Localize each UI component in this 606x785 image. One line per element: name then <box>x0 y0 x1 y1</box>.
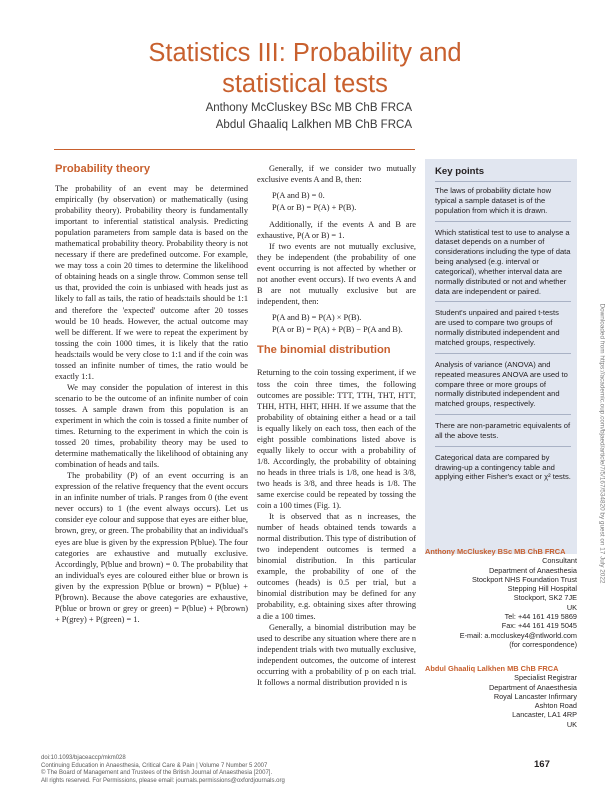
rights-notice: All rights reserved. For Permissions, please email: journals.permissions@oxfordjournals.org <box>41 778 285 785</box>
key-point: Student's unpaired and paired t-tests are used to compare two groups of normally distributed independent and matched groups, respectively. <box>435 308 571 353</box>
paragraph: It is observed that as n increases, the number of heads obtained tends towards a normal distribution. This type of distribution of two independent outcomes is termed a binomial distribution. In this particular example, the probability of one of the outcomes (heads) is 0.5 per trial, but a binomial distribution may be defined for any probability, e.g. obtaining sixes after throwing a die a 100 times. <box>257 511 416 621</box>
page-footer <box>41 755 285 785</box>
doi-link[interactable]: doi:10.1093/bjaceaccp/mkm028 <box>41 755 285 763</box>
article-title <box>40 38 570 100</box>
email-link[interactable]: E-mail: a.mccluskey4@ntlworld.com <box>425 631 577 640</box>
section-heading-binomial-distribution: The binomial distribution <box>257 344 416 357</box>
affiliation-line: Department of Anaesthesia <box>425 683 577 692</box>
column-2 <box>257 163 416 688</box>
equation-block <box>272 190 416 213</box>
affiliation-line: (for correspondence) <box>425 640 577 649</box>
paragraph: The probability of an event may be determined empirically (by observation) or mathematically (using probability theory). Probability theory is fundamentally important to inferential statistical analysis. Predicting population parameters from sample data is based on the mathematical probability theory. Probability theory is not necessary if there are predefined outcome. For example, we may toss a coin 20 times to determine the likelihood of obtaining heads on a single throw. Common sense tell us that, provided the coin is unbiased with heads just as likely to fall as tails, the ratio of heads:tails should be 1:1 and therefore the 'expected' outcome after 20 tosses would be 10 heads. However, the actual outcome may well be different. If we were to repeat the experiment by tossing the coin 1000 times, it is likely that the ratio heads:tails would be very close to 1:1 and if the coin was tossed an infinite number of times, the ratio would be exactly 1:1. <box>55 183 248 382</box>
affiliation-line: UK <box>425 603 577 612</box>
title-line-2: statistical tests <box>40 69 570 100</box>
affiliation-line: Consultant <box>425 556 577 565</box>
author-1: Anthony McCluskey BSc MB ChB FRCA <box>206 100 412 117</box>
author-affiliation-2 <box>425 664 577 729</box>
paragraph: If two events are not mutually exclusive, they be independent (the probability of one event occurring is not affected by whether or not another event occurs). If two events A and B are not mutually exclusive but are independent, then: <box>257 241 416 307</box>
affiliation-author-name: Abdul Ghaaliq Lalkhen MB ChB FRCA <box>425 664 577 673</box>
affiliation-line: Specialist Registrar <box>425 673 577 682</box>
fax-number: Fax: +44 161 419 5045 <box>425 621 577 630</box>
equation: P(A or B) = P(A) + P(B) − P(A and B). <box>272 324 416 336</box>
key-point: Which statistical test to use to analyse a dataset depends on a number of considerations including the type of data being analysed (e.g. interval or categorical), whether interval data are normally distributed or not and whether data are independent or paired. <box>435 228 571 303</box>
author-2: Abdul Ghaaliq Lalkhen MB ChB FRCA <box>206 117 412 134</box>
section-heading-probability-theory: Probability theory <box>55 163 150 176</box>
equation: P(A or B) = P(A) + P(B). <box>272 202 416 214</box>
affiliation-author-name: Anthony McCluskey BSc MB ChB FRCA <box>425 547 577 556</box>
affiliation-line: Royal Lancaster Infirmary <box>425 692 577 701</box>
paragraph: The probability (P) of an event occurring is an expression of the relative frequency that the event occurs in an infinite number of trials. P ranges from 0 (the event never occurs) to 1 (the event always occurs). Let us consider eye colour and suppose that eyes are either blue, brown, grey, or green. The probability that an individual's eyes are blue is given by the expression P(blue). The four categories are exhaustive and mutually exclusive. Accordingly, P(blue and brown) = 0. The probability that an individual's eyes are coloured either blue or brown is given by the expression P(blue or brown) = P(blue) + P(brown). Because the above categories are exhaustive, P(blue or brown or grey or green) = P(blue) + P(brown) + P(grey) + P(green) = 1. <box>55 470 248 625</box>
download-notice-text: Downloaded from https://academic.oup.com/bjaed/article/7/5/167/534820 by guest on 17 July 2022 <box>599 184 606 704</box>
header-divider <box>54 149 415 150</box>
paragraph: Returning to the coin tossing experiment, if we toss the coin three times, the following outcomes are possible: TTT, TTH, THT, HTT, THH, HTH, HHT, HHH. If we assume that the probability of obtaining either a head or a tail is equally likely on each toss, then each of the eight possible combinations listed above is equally likely to occur with a probability of 1/8. Accordingly, the probability of obtaining no heads in three trials is 1/8, one head is 3/8, two heads is 3/8, and three heads is 1/8. The same exercise could be repeated by tossing the coin a 100 times (Fig. 1). <box>257 367 416 511</box>
author-list <box>206 100 412 134</box>
key-point: The laws of probability dictate how typical a sample dataset is of the population from which it is drawn. <box>435 186 571 222</box>
journal-info: Continuing Education in Anaesthesia, Critical Care & Pain | Volume 7 Number 5 2007 <box>41 763 285 771</box>
equation: P(A and B) = P(A) × P(B). <box>272 312 416 324</box>
key-point: There are non-parametric equivalents of all the above tests. <box>435 421 571 447</box>
equation-block <box>272 312 416 335</box>
author-affiliation-1 <box>425 547 577 649</box>
page-number: 167 <box>534 759 550 770</box>
affiliation-line: Department of Anaesthesia <box>425 566 577 575</box>
paragraph: Generally, a binomial distribution may be used to describe any situation where there are n independent trials with two mutually exclusive, independent outcomes, the outcome of interest occurring with a probability of p on each trial. It follows a normal distribution provided n is <box>257 622 416 688</box>
affiliation-line: UK <box>425 720 577 729</box>
affiliation-line: Lancaster, LA1 4RP <box>425 710 577 719</box>
title-line-1: Statistics III: Probability and <box>40 38 570 69</box>
phone-number: Tel: +44 161 419 5869 <box>425 612 577 621</box>
affiliation-line: Stepping Hill Hospital <box>425 584 577 593</box>
equation: P(A and B) = 0. <box>272 190 416 202</box>
affiliation-line: Ashton Road <box>425 701 577 710</box>
paragraph: Generally, if we consider two mutually exclusive events A and B, then: <box>257 163 416 185</box>
key-point: Analysis of variance (ANOVA) and repeated measures ANOVA are used to compare three or more groups of normally distributed independent and matched groups, respectively. <box>435 360 571 415</box>
copyright-notice: © The Board of Management and Trustees of the British Journal of Anaesthesia [2007]. <box>41 770 285 778</box>
affiliation-line: Stockport NHS Foundation Trust <box>425 575 577 584</box>
key-point: Categorical data are compared by drawing-up a contingency table and applying either Fisher's exact or χ² tests. <box>435 453 571 488</box>
paragraph: Additionally, if the events A and B are exhaustive, P(A or B) = 1. <box>257 219 416 241</box>
affiliation-line: Stockport, SK2 7JE <box>425 593 577 602</box>
key-points-box <box>425 159 577 554</box>
column-1 <box>55 183 248 625</box>
paragraph: We may consider the population of interest in this scenario to be the outcome of an infinite number of coin tosses. A sample drawn from this population is an experiment in which the coin is tossed a finite number of times. Returning to the experiment in which the coin is tossed 20 times, probability theory may be used to determine mathematically the likelihood of obtaining any combination of heads and tails. <box>55 382 248 470</box>
key-points-heading: Key points <box>435 166 571 182</box>
download-watermark <box>592 180 600 700</box>
